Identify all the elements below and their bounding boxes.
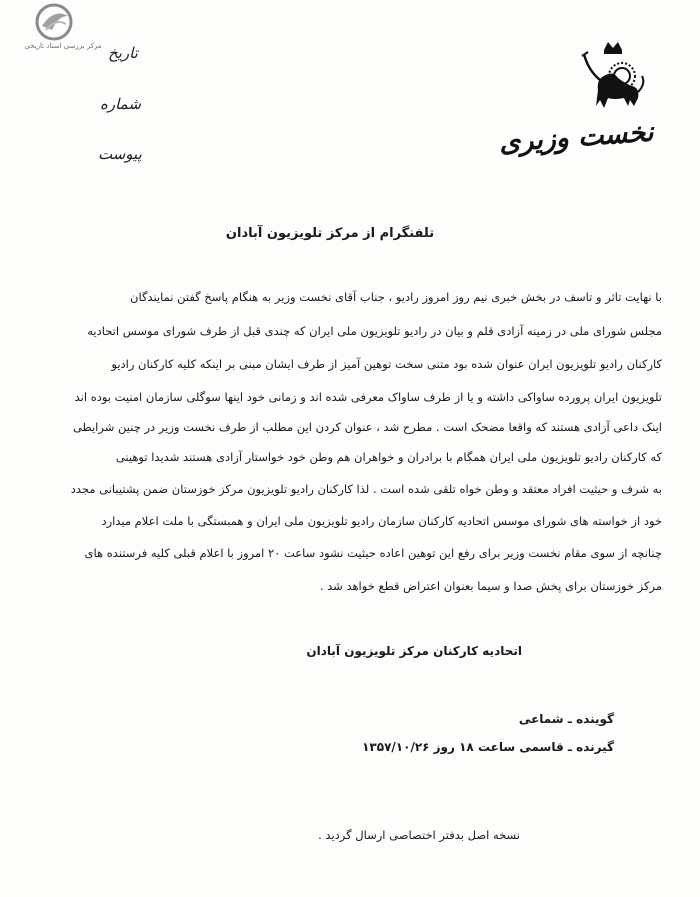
attachment-field-label: پیوست	[98, 145, 142, 163]
union-signature: اتحادیه کارکنان مرکز تلویزیون آبادان	[306, 644, 522, 658]
ministry-title: نخست وزیری	[498, 116, 655, 159]
archive-logo-icon	[30, 2, 78, 42]
body-line: مجلس شورای ملی در زمینه آزادی قلم و بیان در رادیو تلویزیون ملی ایران که چندی قبل از طرف شورای موسس اتحادیه	[87, 324, 662, 338]
body-line: خود از خواسته های شورای موسس اتحادیه کارکنان سازمان رادیو تلویزیون ملی ایران و همبستگی با ملت اعلام میدارد	[101, 514, 662, 528]
body-line: مرکز خوزستان برای پخش صدا و سیما بعنوان اعتراض قطع خواهد شد .	[319, 579, 662, 593]
number-field-label: شماره	[100, 95, 141, 113]
watermark-text: مرکز بررسی اسناد تاریخی	[24, 42, 102, 50]
archive-watermark	[4, 2, 124, 60]
date-field-label: تاریخ	[108, 44, 138, 62]
body-line: کارکنان رادیو تلویزیون ایران عنوان شده بود متنی سخت توهین آمیز از طرف ایشان مبنی بر اینکه کلیه کارکنان رادیو	[111, 357, 662, 371]
lion-and-sun-emblem-icon	[578, 40, 648, 118]
body-line: تلویزیون ایران پرورده ساواکی داشته و یا از طرف ساواک معرفی شده اند و زمانی خود اینها سوگلی سازمان امنیت بوده اند	[74, 390, 662, 404]
body-line: اینک داعی آزادی هستند که واقعا مضحک است . مطرح شد ، عنوان کردن این مطلب از طرف نخست وزیر در چنین شرایطی	[72, 420, 662, 434]
body-line: با نهایت تاثر و تاسف در بخش خبری نیم روز امروز رادیو ، جناب آقای نخست وزیر به هنگام پاسخ گفتن نمایندگان	[130, 290, 662, 304]
document-title: تلفنگرام از مرکز تلویزیون آبادان	[225, 226, 435, 241]
footer-note: نسخه اصل بدفتر اختصاصی ارسال گردید .	[318, 828, 520, 842]
body-line: که کارکنان رادیو تلویزیون ملی ایران همگام با برادران و خواهران هم وطن خود خواستار آزادی هستند شدیدا توهینی	[115, 450, 662, 464]
speaker-line: گوینده ـ شماعی	[518, 712, 614, 726]
body-line: به شرف و حیثیت افراد معتقد و وطن خواه تلقی شده است . لذا کارکنان رادیو تلویزیون مرکز خوزستان ضمن پشتیبانی مجدد	[70, 482, 662, 496]
body-line: چنانچه از سوی مقام نخست وزیر برای رفع این توهین اعاده حیثیت نشود ساعت ۲۰ امروز با اعلام قبلی کلیه فرستنده های	[84, 546, 662, 560]
receiver-line: گیرنده ـ قاسمی ساعت ۱۸ روز ۱۳۵۷/۱۰/۲۶	[362, 740, 614, 754]
